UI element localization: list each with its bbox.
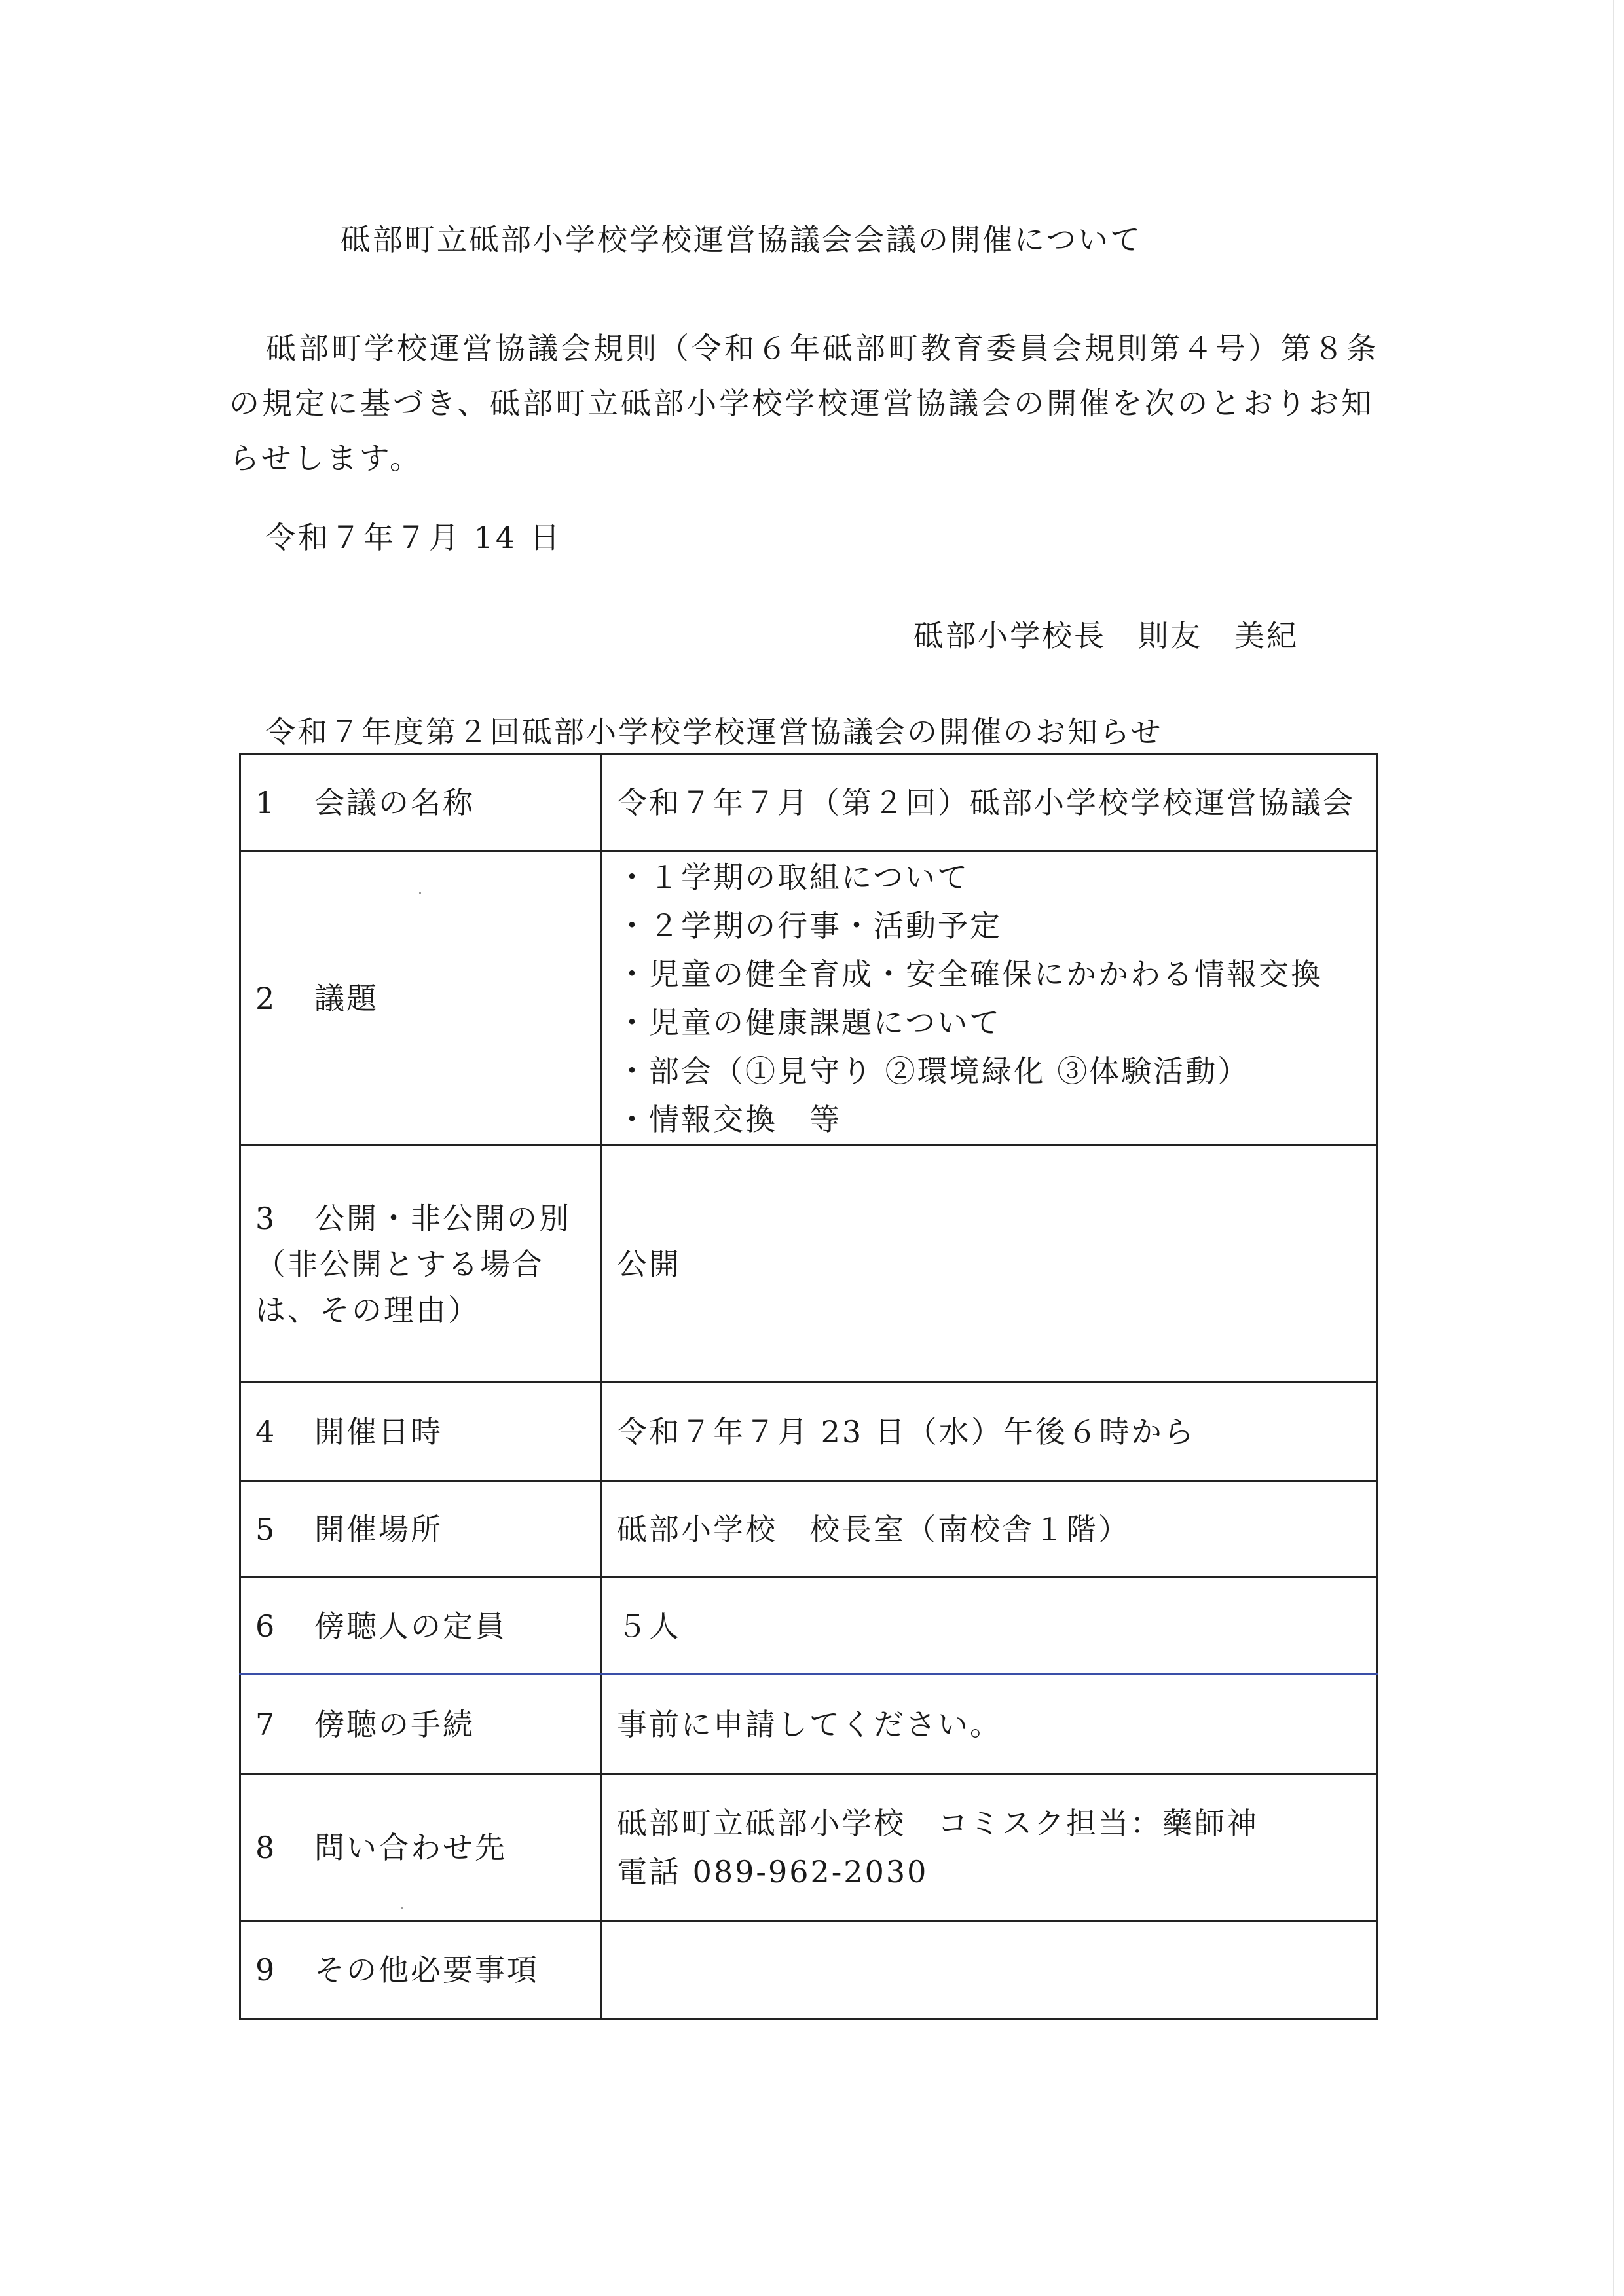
row-value: ５人: [602, 1578, 1378, 1675]
table-row: [240, 1774, 1378, 1921]
label-text: 傍聴人の定員: [314, 1608, 507, 1644]
list-item: ・１学期の取組について: [617, 859, 970, 895]
table-row: [240, 1675, 1378, 1774]
signature: 砥部小学校長 則友 美紀: [913, 618, 1299, 653]
row-value: 事前に申請してください。: [602, 1675, 1378, 1774]
row-number: 6: [255, 1608, 277, 1644]
table-row: [240, 754, 1378, 851]
scan-speck: [419, 892, 421, 894]
row-label: [240, 1774, 602, 1921]
row-number: 9: [255, 1952, 277, 1988]
label-text: 公開・非公開の別（非公開とする場合は、その理由）: [255, 1200, 571, 1328]
row-value: [602, 1921, 1378, 2019]
row-label: [240, 754, 602, 851]
list-item: ・児童の健康課題について: [617, 1004, 1002, 1040]
row-value: 公開: [602, 1146, 1378, 1383]
row-value: 砥部小学校 校長室（南校舎１階）: [602, 1481, 1378, 1578]
scan-speck: [401, 1907, 403, 1909]
row-label: [240, 1481, 602, 1578]
issue-date: 令和７年７月 14 日: [265, 520, 563, 555]
list-item: ・児童の健全育成・安全確保にかかわる情報交換: [617, 956, 1323, 992]
contact-line: 砥部町立砥部小学校 コミスク担当：藥師神: [617, 1805, 1259, 1841]
row-number: 3: [255, 1200, 277, 1236]
row-label: [240, 1675, 602, 1774]
row-value: [602, 851, 1378, 1146]
list-item: ・部会（①見守り ②環境緑化 ③体験活動）: [617, 1053, 1250, 1089]
list-item: ・２学期の行事・活動予定: [617, 907, 1002, 943]
label-text: 議題: [314, 980, 378, 1016]
table-row: [240, 1146, 1378, 1383]
row-label: [240, 1921, 602, 2019]
row-number: 5: [255, 1511, 277, 1547]
intro-paragraph: 砥部町学校運営協議会規則（令和６年砥部町教育委員会規則第４号）第８条の規定に基づき、砥部町立砥部小学校学校運営協議会の開催を次のとおりお知らせします。: [229, 331, 1379, 476]
label-text: 傍聴の手続: [314, 1706, 475, 1742]
label-text: 開催日時: [314, 1413, 443, 1449]
row-label: [240, 851, 602, 1146]
agenda-list: [617, 853, 1362, 1144]
row-number: 2: [255, 980, 277, 1016]
phone-line: 電話 089-962-2030: [617, 1853, 929, 1889]
table-row: [240, 1578, 1378, 1675]
label-text: 問い合わせ先: [314, 1829, 507, 1865]
label-text: 会議の名称: [314, 784, 475, 820]
meeting-info-table: [239, 753, 1378, 2020]
row-value: 令和７年７月（第２回）砥部小学校学校運営協議会: [602, 754, 1378, 851]
row-number: 7: [255, 1706, 277, 1742]
row-label: [240, 1146, 602, 1383]
table-row: [240, 851, 1378, 1146]
row-label: [240, 1383, 602, 1481]
row-value: 令和７年７月 23 日（水）午後６時から: [602, 1383, 1378, 1481]
table-row: [240, 1383, 1378, 1481]
scan-edge: [1613, 0, 1614, 2296]
list-item: ・情報交換 等: [617, 1101, 841, 1137]
row-number: 4: [255, 1413, 277, 1449]
row-value: [602, 1774, 1378, 1921]
table-row: [240, 1481, 1378, 1578]
notice-title: 令和７年度第２回砥部小学校学校運営協議会の開催のお知らせ: [265, 714, 1163, 750]
row-number: 8: [255, 1829, 277, 1865]
label-text: その他必要事項: [314, 1952, 539, 1988]
row-number: 1: [255, 784, 277, 820]
row-label: [240, 1578, 602, 1675]
table-row: [240, 1921, 1378, 2019]
label-text: 開催場所: [314, 1511, 443, 1547]
document-title: 砥部町立砥部小学校学校運営協議会会議の開催について: [341, 222, 1143, 257]
